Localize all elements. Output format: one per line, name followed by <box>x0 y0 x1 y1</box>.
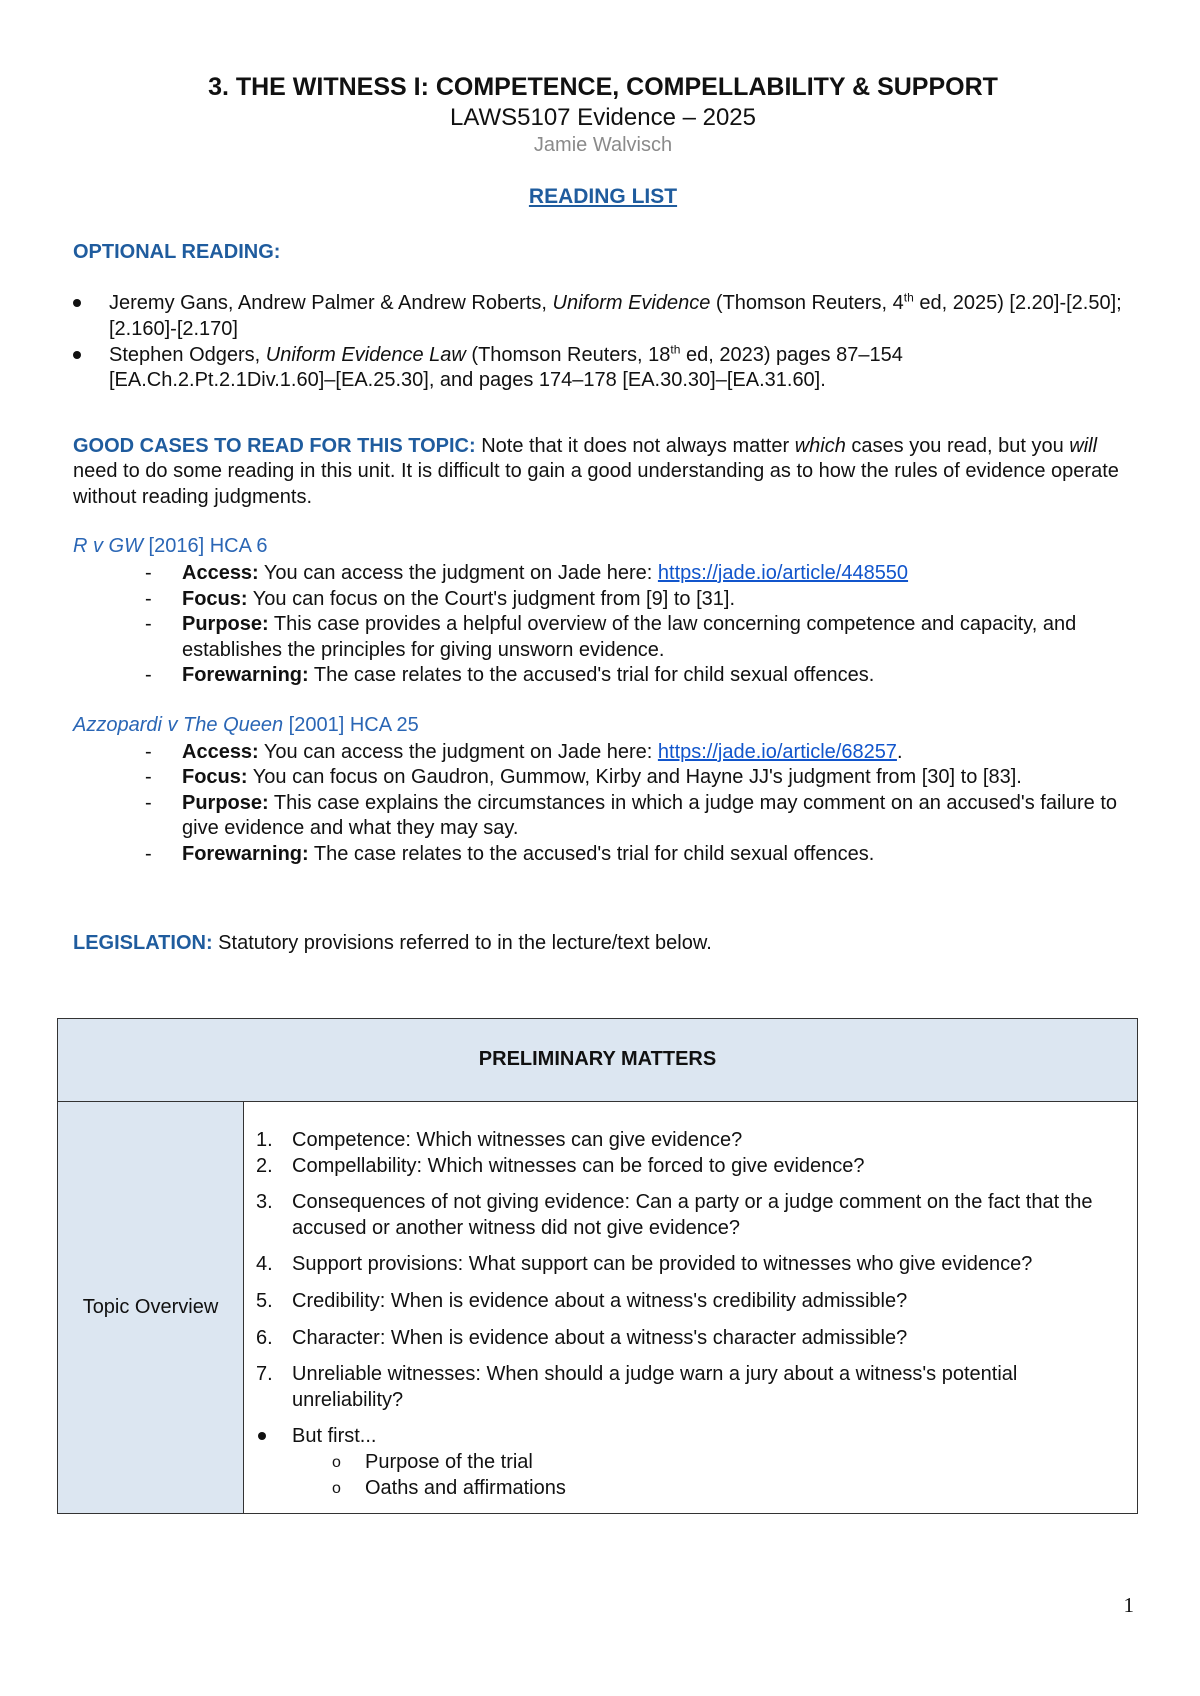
sub-list <box>292 1450 1127 1501</box>
list-item: - Purpose: This case provides a helpful overview of the law concerning competence and capacity, and establishes the principles for giving unsworn evidence. <box>145 613 1077 661</box>
good-cases-intro: GOOD CASES TO READ FOR THIS TOPIC: Note that it does not always matter which cases you read, but you will need to do some reading in this unit. It is difficult to gain a good understanding as to how the rules of evidence operate without reading judgments. <box>73 434 1119 508</box>
preliminary-matters-table <box>57 1018 1138 1514</box>
list-item: Jeremy Gans, Andrew Palmer & Andrew Roberts, Uniform Evidence (Thomson Reuters, 4th ed, 2025) [2.20]-[2.50]; [2.160]-[2.170] <box>73 291 1133 342</box>
reading-list-heading: READING LIST <box>528 184 678 208</box>
list-item: o Purpose of the trial <box>332 1450 533 1473</box>
optional-reading-heading: OPTIONAL READING: <box>73 240 281 263</box>
document-page <box>73 72 1133 956</box>
page-number: 1 <box>1123 1593 1134 1617</box>
list-item: Stephen Odgers, Uniform Evidence Law (Thomson Reuters, 18th ed, 2023) pages 87–154 [EA.Ch.2.Pt.2.1Div.1.60]–[EA.25.30], and pages 174–178 [EA.30.30]–[EA.31.60]. <box>73 343 1133 394</box>
legislation-line: LEGISLATION: Statutory provisions referred to in the lecture/text below. <box>73 931 712 954</box>
course-subtitle: LAWS5107 Evidence – 2025 <box>450 104 756 132</box>
list-item: 1. Competence: Which witnesses can give evidence? <box>256 1129 743 1151</box>
optional-reading-section <box>73 240 1133 394</box>
case-details <box>73 561 1133 689</box>
list-item: 6. Character: When is evidence about a witness's character admissible? <box>256 1326 908 1349</box>
list-item: - Purpose: This case explains the circumstances in which a judge may comment on an accused's failure to give evidence and what they may say. <box>145 791 1117 840</box>
list-item: - Forewarning: The case relates to the accused's trial for child sexual offences. <box>145 843 875 865</box>
list-item: - Focus: You can focus on the Court's judgment from [9] to [31]. <box>145 587 736 610</box>
table-heading: PRELIMINARY MATTERS <box>58 1019 1138 1102</box>
case-block-r-v-gw <box>73 534 1133 689</box>
topic-overview-content <box>244 1102 1138 1514</box>
circle-bullet-icon: o <box>332 1453 341 1471</box>
jade-link[interactable]: https://jade.io/article/448550 <box>657 562 909 585</box>
circle-bullet-icon: o <box>332 1479 341 1497</box>
list-item: o Oaths and affirmations <box>332 1476 566 1499</box>
case-block-azzopardi <box>73 713 1133 868</box>
list-item: 7. Unreliable witnesses: When should a judge warn a jury about a witness's potential unreliability? <box>256 1363 1018 1411</box>
list-item: - Forewarning: The case relates to the accused's trial for child sexual offences. <box>145 664 875 687</box>
case-details <box>73 740 1133 868</box>
list-item: 2. Compellability: Which witnesses can be forced to give evidence? <box>256 1154 865 1177</box>
topic-overview-label: Topic Overview <box>58 1102 244 1514</box>
list-item: - Access: You can access the judgment on Jade here: https://jade.io/article/448550 <box>145 562 909 585</box>
case-title: R v GW [2016] HCA 6 <box>73 535 268 558</box>
bullet-icon <box>73 351 81 359</box>
bullet-icon <box>258 1432 266 1440</box>
document-header <box>73 72 1133 159</box>
document-title: 3. THE WITNESS I: COMPETENCE, COMPELLABILITY & SUPPORT <box>208 73 998 101</box>
list-item: 4. Support provisions: What support can be provided to witnesses who give evidence? <box>256 1253 1033 1276</box>
list-item: - Focus: You can focus on Gaudron, Gummow, Kirby and Hayne JJ's judgment from [30] to [83]. <box>145 766 1022 789</box>
list-item: - Access: You can access the judgment on Jade here: https://jade.io/article/68257. <box>145 740 903 763</box>
topic-list <box>256 1128 1127 1501</box>
list-item: 3. Consequences of not giving evidence: Can a party or a judge comment on the fact that the accused or another witness did not give evidence? <box>256 1191 1093 1239</box>
list-item: 5. Credibility: When is evidence about a witness's credibility admissible? <box>256 1289 908 1312</box>
list-item: But first... o Purpose of the trial o Oaths and affirmations <box>256 1424 1127 1501</box>
bullet-icon <box>73 299 81 307</box>
jade-link[interactable]: https://jade.io/article/68257 <box>657 740 897 763</box>
optional-reading-list <box>73 291 1133 393</box>
author-name: Jamie Walvisch <box>533 134 673 157</box>
case-title: Azzopardi v The Queen [2001] HCA 25 <box>73 714 419 737</box>
